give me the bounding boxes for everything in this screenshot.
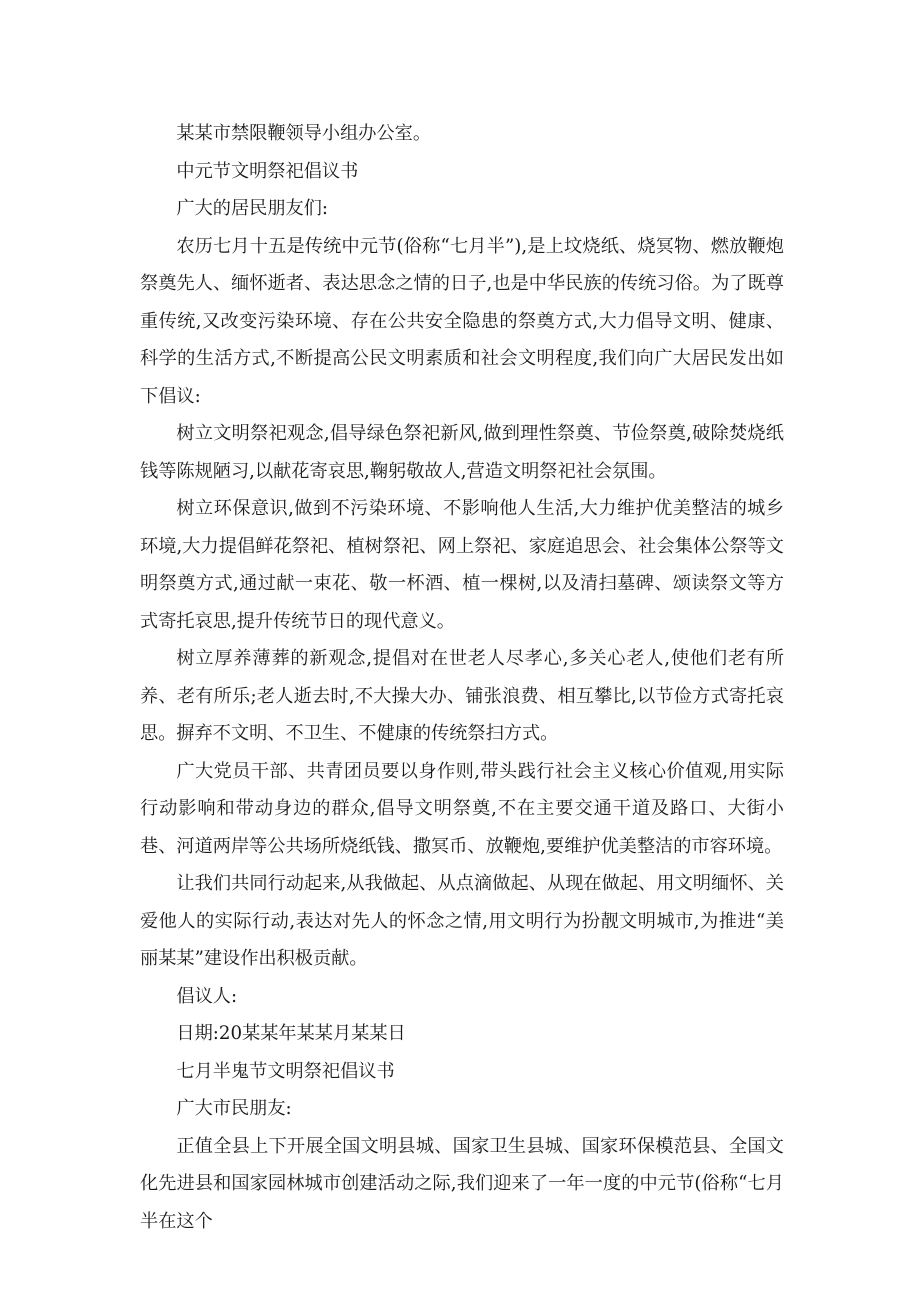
body-paragraph: 让我们共同行动起来,从我做起、从点滴做起、从现在做起、用文明缅怀、关爱他人的实际行动,表达对先人的怀念之情,用文明行为扮靓文明城市,为推进“美丽某某”建设作出积极贡献。 [140, 873, 784, 969]
section-title: 中元节文明祭祀倡议书 [176, 160, 359, 182]
body-paragraph: 树立厚养薄葬的新观念,提倡对在世老人尽孝心,多关心老人,使他们老有所养、老有所乐;老人逝去时,不大操大办、铺张浪费、相互攀比,以节俭方式寄托哀思。摒弃不文明、不卫生、不健康的传统祭扫方式。 [140, 648, 784, 744]
document-body [140, 115, 784, 1240]
issuer-line: 某某市禁限鞭领导小组办公室。 [176, 123, 432, 144]
body-paragraph: 正值全县上下开展全国文明县城、国家卫生县城、国家环保模范县、全国文化先进县和国家园林城市创建活动之际,我们迎来了一年一度的中元节(俗称“七月半在这个 [140, 1135, 784, 1232]
date-line: 日期:20某某年某某月某某日 [176, 1023, 406, 1044]
section-title: 七月半鬼节文明祭祀倡议书 [176, 1060, 395, 1082]
body-paragraph: 广大党员干部、共青团员要以身作则,带头践行社会主义核心价值观,用实际行动影响和带动身边的群众,倡导文明祭奠,不在主要交通干道及路口、大街小巷、河道两岸等公共场所烧纸钱、撒冥币、放鞭炮,要维护优美整洁的市容环境。 [140, 760, 784, 857]
body-paragraph: 农历七月十五是传统中元节(俗称“七月半”),是上坟烧纸、烧冥物、燃放鞭炮祭奠先人、缅怀逝者、表达思念之情的日子,也是中华民族的传统习俗。为了既尊重传统,又改变污染环境、存在公共安全隐患的祭奠方式,大力倡导文明、健康、科学的生活方式,不断提高公民文明素质和社会文明程度,我们向广大居民发出如下倡议: [140, 235, 784, 407]
initiator-label: 倡议人: [176, 985, 238, 1007]
salutation: 广大的居民朋友们: [176, 198, 329, 219]
body-paragraph: 树立环保意识,做到不污染环境、不影响他人生活,大力维护优美整洁的城乡环境,大力提倡鲜花祭祀、植树祭祀、网上祭祀、家庭追思会、社会集体公祭等文明祭奠方式,通过献一束花、敬一杯酒、植一棵树,以及清扫墓碑、颂读祭文等方式寄托哀思,提升传统节日的现代意义。 [140, 498, 784, 632]
salutation: 广大市民朋友: [176, 1098, 292, 1119]
body-paragraph: 树立文明祭祀观念,倡导绿色祭祀新风,做到理性祭奠、节俭祭奠,破除焚烧纸钱等陈规陋习,以献花寄哀思,鞠躬敬故人,营造文明祭祀社会氛围。 [140, 423, 784, 482]
